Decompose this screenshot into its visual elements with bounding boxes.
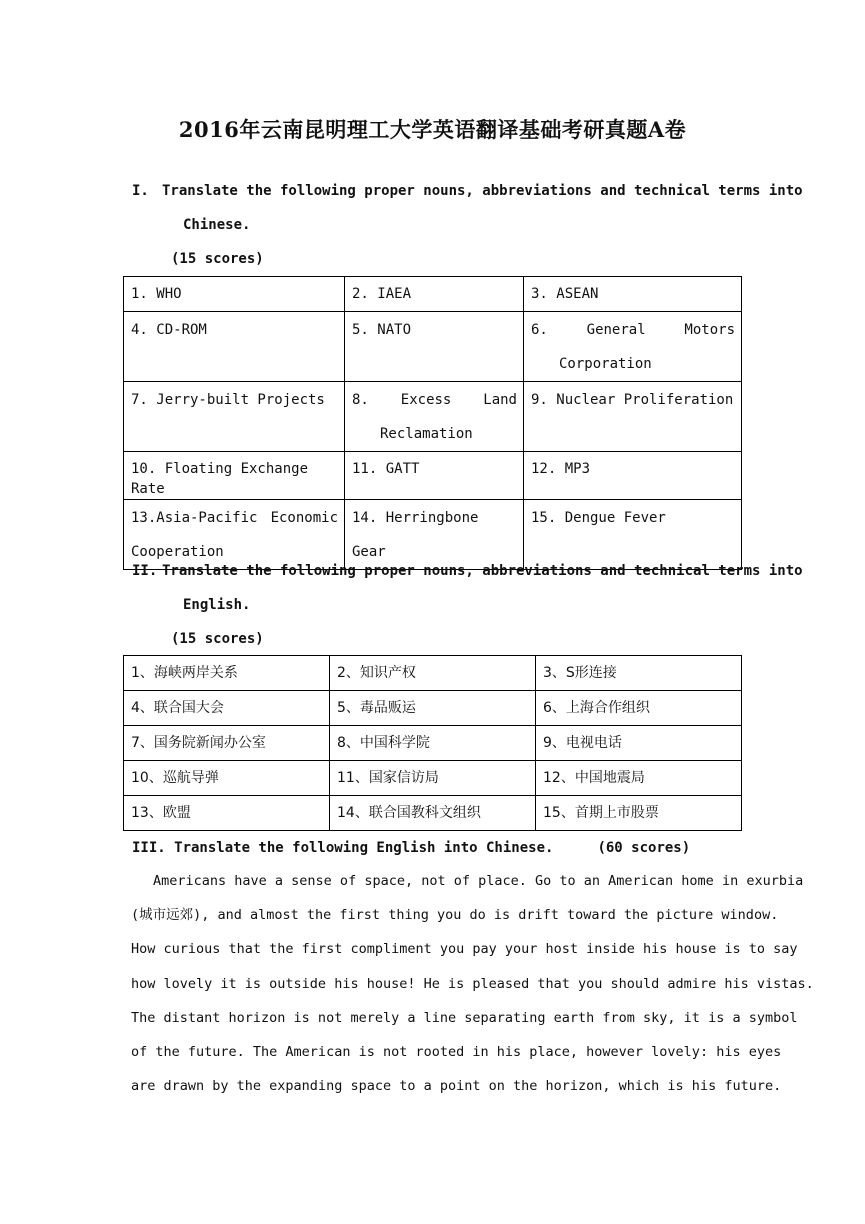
passage-line: how lovely it is outside his house! He is pleased that you should admire his vistas. xyxy=(131,975,814,992)
table-cell: 13.Asia-Pacific Economic Cooperation xyxy=(124,500,345,570)
table-cell: 3、S形连接 xyxy=(536,656,742,691)
table-cell: 7. Jerry-built Projects xyxy=(124,382,345,452)
table-cell: 6. General Motors Corporation xyxy=(524,312,742,382)
section-3-scores: (60 scores) xyxy=(597,840,691,856)
table-cell: 10. Floating Exchange Rate xyxy=(124,452,345,500)
table-cell: 1、海峡两岸关系 xyxy=(124,656,330,691)
passage-line: (城市远郊), and almost the first thing you do is drift toward the picture window. xyxy=(131,907,779,924)
section-3-instruction: III. Translate the following English into Chinese. xyxy=(132,840,554,856)
section-1-table xyxy=(123,276,742,570)
section-1-number: I. xyxy=(132,183,149,199)
table-row xyxy=(124,312,742,382)
section-1-heading xyxy=(132,183,803,199)
table-row xyxy=(124,726,742,761)
table-cell: 5、毒品贩运 xyxy=(330,691,536,726)
section-2-number: II. xyxy=(132,563,158,579)
table-cell: 13、欧盟 xyxy=(124,796,330,831)
table-cell: 9. Nuclear Proliferation xyxy=(524,382,742,452)
section-1-scores: (15 scores) xyxy=(171,251,264,267)
table-cell: 6、上海合作组织 xyxy=(536,691,742,726)
table-cell: 9、电视电话 xyxy=(536,726,742,761)
table-cell: 3. ASEAN xyxy=(524,277,742,312)
section-2-instruction-cont: English. xyxy=(183,597,251,613)
table-cell: 11、国家信访局 xyxy=(330,761,536,796)
section-2-heading xyxy=(132,563,803,579)
table-cell: 2、知识产权 xyxy=(330,656,536,691)
table-cell: 4. CD-ROM xyxy=(124,312,345,382)
section-2-scores: (15 scores) xyxy=(171,631,264,647)
table-cell: 14. Herringbone Gear xyxy=(345,500,524,570)
table-cell: 10、巡航导弹 xyxy=(124,761,330,796)
table-row xyxy=(124,761,742,796)
table-cell: 15. Dengue Fever xyxy=(524,500,742,570)
table-cell: 7、国务院新闻办公室 xyxy=(124,726,330,761)
table-cell: 2. IAEA xyxy=(345,277,524,312)
passage-line: of the future. The American is not rooted in his place, however lovely: his eyes xyxy=(131,1043,782,1060)
table-row xyxy=(124,500,742,570)
table-cell: 11. GATT xyxy=(345,452,524,500)
passage xyxy=(131,864,814,1103)
table-cell: 4、联合国大会 xyxy=(124,691,330,726)
table-cell: 8、中国科学院 xyxy=(330,726,536,761)
table-cell: 1. WHO xyxy=(124,277,345,312)
section-2-instruction: Translate the following proper nouns, abbreviations and technical terms into xyxy=(162,563,803,579)
section-3-heading xyxy=(132,840,742,856)
table-row xyxy=(124,656,742,691)
page-title: 2016年云南昆明理工大学英语翻译基础考研真题A卷 xyxy=(178,117,687,142)
section-1-instruction: Translate the following proper nouns, abbreviations and technical terms into xyxy=(162,183,803,199)
table-cell: 5. NATO xyxy=(345,312,524,382)
passage-line: How curious that the first compliment you pay your host inside his house is to say xyxy=(131,941,798,958)
table-row xyxy=(124,452,742,500)
table-row xyxy=(124,796,742,831)
table-row xyxy=(124,691,742,726)
table-cell: 8. Excess Land Reclamation xyxy=(345,382,524,452)
table-cell: 12. MP3 xyxy=(524,452,742,500)
table-row xyxy=(124,382,742,452)
table-cell: 12、中国地震局 xyxy=(536,761,742,796)
table-cell: 15、首期上市股票 xyxy=(536,796,742,831)
table-row xyxy=(124,277,742,312)
passage-line: are drawn by the expanding space to a point on the horizon, which is his future. xyxy=(131,1078,782,1095)
passage-line: Americans have a sense of space, not of place. Go to an American home in exurbia xyxy=(153,873,804,889)
section-1-instruction-cont: Chinese. xyxy=(183,217,251,233)
section-2-table xyxy=(123,655,742,831)
table-cell: 14、联合国教科文组织 xyxy=(330,796,536,831)
passage-line: The distant horizon is not merely a line separating earth from sky, it is a symbol xyxy=(131,1009,798,1026)
